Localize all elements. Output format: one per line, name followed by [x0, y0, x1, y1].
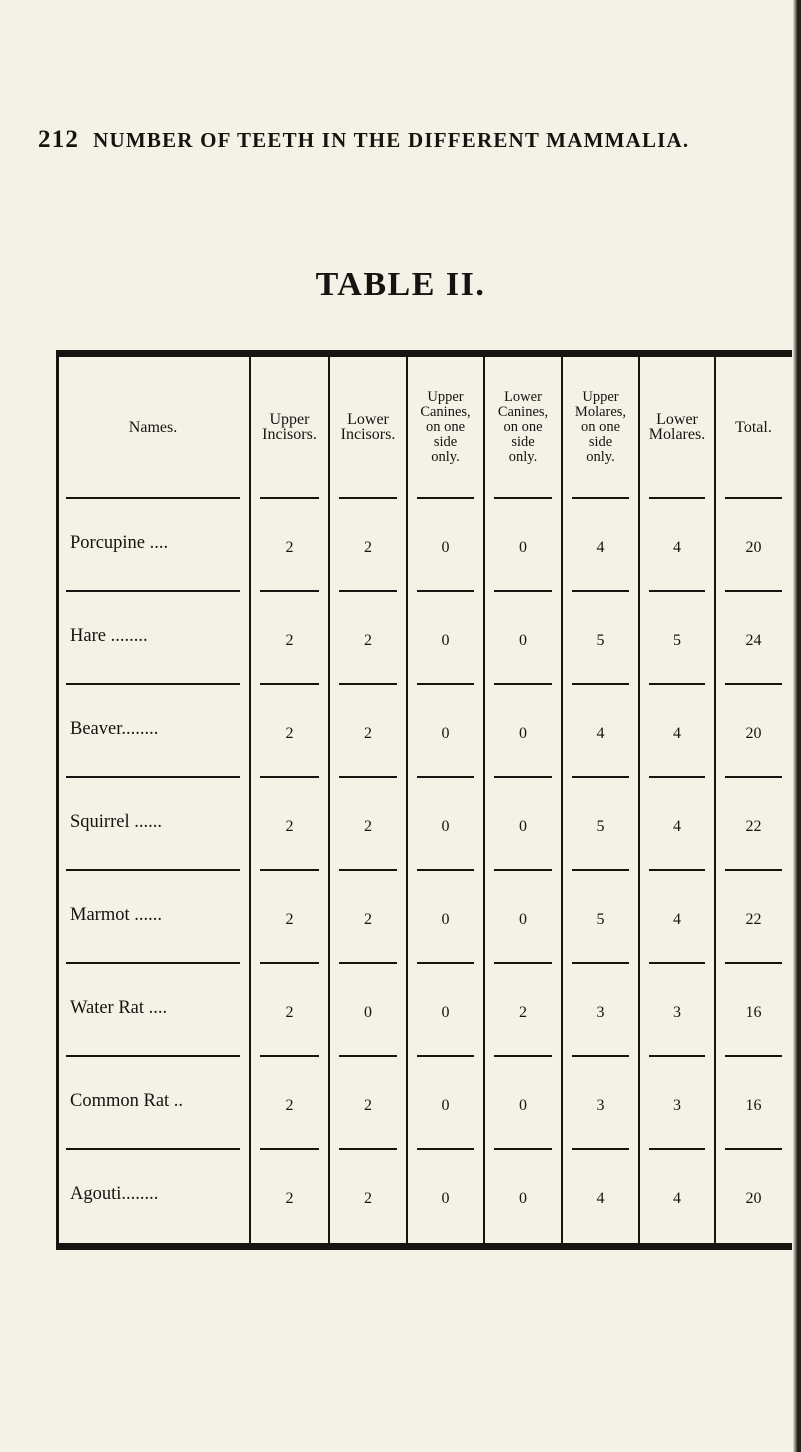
- row-rule-segment: [725, 962, 782, 964]
- column-header-text: [129, 420, 177, 435]
- row-rule-segment: [649, 590, 705, 592]
- tooth-count: 20: [745, 538, 762, 556]
- tooth-count: 4: [673, 538, 681, 556]
- row-rule-segment: [649, 962, 705, 964]
- column-header-line: Lower: [504, 388, 542, 405]
- tooth-count: 22: [745, 817, 762, 835]
- tooth-count: 2: [285, 1189, 294, 1207]
- tooth-count: 0: [519, 1189, 527, 1207]
- animal-name: Water Rat ....: [70, 998, 168, 1018]
- row-rule-segment: [339, 869, 397, 871]
- row-rule-segment: [649, 1055, 705, 1057]
- tooth-count: 2: [364, 538, 372, 556]
- row-rule-segment: [417, 1055, 474, 1057]
- tooth-count: 0: [441, 817, 450, 835]
- tooth-count: 2: [519, 1003, 527, 1021]
- tooth-count: 2: [285, 910, 294, 928]
- row-rule-segment: [260, 1148, 319, 1150]
- animal-name: Beaver........: [70, 719, 159, 739]
- tooth-count: 0: [364, 1003, 372, 1021]
- row-rule-segment: [494, 590, 552, 592]
- row-rule-segment: [572, 1148, 629, 1150]
- tooth-count: 4: [596, 538, 605, 556]
- row-rule-segment: [725, 869, 782, 871]
- row-rule-segment: [494, 1148, 552, 1150]
- animal-name: Marmot ......: [70, 905, 162, 925]
- row-rule-segment: [260, 962, 319, 964]
- row-rule-segment: [494, 497, 552, 499]
- column-header-line: on one: [503, 418, 543, 435]
- column-header-line: Names.: [128, 418, 178, 436]
- column-header: [407, 357, 484, 497]
- animal-name: Squirrel ......: [70, 812, 162, 832]
- column-header-line: only.: [586, 448, 615, 465]
- tooth-count: 2: [364, 910, 372, 928]
- tooth-count: 2: [285, 538, 294, 556]
- column-header-line: Incisors.: [262, 426, 317, 443]
- row-rule-segment: [339, 683, 397, 685]
- tooth-count: 3: [673, 1096, 681, 1114]
- tooth-count: 0: [441, 538, 450, 556]
- tooth-count: 0: [441, 724, 450, 742]
- row-rule-segment: [339, 962, 397, 964]
- row-rule-segment: [649, 1148, 705, 1150]
- row-rule-segment: [417, 776, 474, 778]
- tooth-count: 0: [519, 631, 527, 649]
- tooth-count: 4: [673, 817, 681, 835]
- row-rule-segment: [649, 776, 705, 778]
- column-header: [56, 357, 250, 497]
- row-rule-segment: [725, 1148, 782, 1150]
- row-rule: [56, 869, 792, 871]
- row-rule-segment: [572, 590, 629, 592]
- column-header-line: Upper: [582, 388, 619, 405]
- row-rule-segment: [494, 869, 552, 871]
- tooth-count: 0: [519, 817, 527, 835]
- row-rule-segment: [494, 962, 552, 964]
- tooth-count: 0: [441, 1096, 450, 1114]
- tooth-count: 4: [673, 724, 681, 742]
- tooth-count: 5: [673, 631, 681, 649]
- animal-name: Common Rat ..: [70, 1091, 184, 1111]
- row-rule-segment: [417, 683, 474, 685]
- tooth-count: 2: [364, 1096, 372, 1114]
- tooth-count: 2: [364, 1189, 372, 1207]
- column-header-line: Canines,: [497, 403, 549, 420]
- column-header-line: Molares.: [648, 426, 706, 443]
- tooth-count: 20: [745, 724, 762, 742]
- column-header-line: Total.: [735, 418, 772, 436]
- column-header-text: [735, 420, 772, 435]
- column-header-line: side: [588, 433, 613, 450]
- column-header-line: only.: [508, 448, 538, 465]
- animal-name: Porcupine ....: [70, 533, 169, 553]
- table-top-rule: [56, 350, 792, 357]
- tooth-count: 3: [673, 1003, 681, 1021]
- running-head: [38, 126, 689, 154]
- tooth-count: 3: [596, 1096, 605, 1114]
- tooth-count: 4: [673, 1189, 681, 1207]
- column-header-text: [341, 412, 396, 442]
- column-header-text: [649, 412, 705, 442]
- column-header-line: Molares,: [574, 403, 627, 420]
- tooth-count: 4: [673, 910, 681, 928]
- tooth-count: 24: [745, 631, 762, 649]
- row-rule-segment: [494, 1055, 552, 1057]
- row-rule-segment: [339, 1148, 397, 1150]
- row-rule-segment: [339, 1055, 397, 1057]
- column-header: [329, 357, 407, 497]
- row-rule: [56, 590, 792, 592]
- row-rule-segment: [417, 869, 474, 871]
- row-rule-segment: [494, 683, 552, 685]
- column-header-text: [262, 412, 317, 442]
- column-header-line: on one: [425, 418, 466, 435]
- column-header-line: side: [511, 433, 535, 450]
- row-rule-segment: [572, 683, 629, 685]
- tooth-count: 2: [285, 817, 294, 835]
- column-header-text: [575, 390, 626, 465]
- running-title: NUMBER OF TEETH IN THE DIFFERENT MAMMALIA.: [93, 128, 690, 152]
- teeth-table: [56, 350, 792, 1250]
- row-rule-segment: [260, 776, 319, 778]
- column-header-line: on one: [580, 418, 621, 435]
- tooth-count: 16: [745, 1096, 762, 1114]
- row-rule-segment: [725, 1055, 782, 1057]
- tooth-count: 2: [285, 724, 294, 742]
- row-rule: [56, 683, 792, 685]
- column-header-line: Canines,: [420, 403, 471, 420]
- column-header: [715, 357, 792, 497]
- tooth-count: 16: [745, 1003, 762, 1021]
- row-rule: [56, 776, 792, 778]
- column-header-line: Lower: [656, 411, 698, 428]
- row-rule-segment: [260, 590, 319, 592]
- row-rule-segment: [417, 962, 474, 964]
- column-header: [639, 357, 715, 497]
- row-rule-segment: [494, 776, 552, 778]
- row-rule-segment: [417, 1148, 474, 1150]
- row-rule-segment: [572, 776, 629, 778]
- tooth-count: 2: [364, 817, 372, 835]
- row-rule-segment: [649, 869, 705, 871]
- tooth-count: 0: [441, 631, 450, 649]
- row-rule-segment: [260, 683, 319, 685]
- page-number: 212: [38, 126, 80, 153]
- tooth-count: 2: [285, 631, 294, 649]
- row-rule: [56, 1148, 792, 1150]
- table-title: TABLE II.: [315, 266, 486, 303]
- row-rule-segment: [339, 497, 397, 499]
- column-header-text: [420, 390, 470, 465]
- column-header-line: side: [433, 433, 458, 450]
- row-rule-segment: [417, 590, 474, 592]
- column-header-line: Upper: [427, 388, 464, 405]
- tooth-count: 0: [519, 538, 527, 556]
- tooth-count: 5: [596, 631, 605, 649]
- tooth-count: 0: [441, 1003, 450, 1021]
- column-header-line: only.: [431, 448, 460, 465]
- row-rule-segment: [417, 497, 474, 499]
- row-rule-segment: [725, 590, 782, 592]
- tooth-count: 0: [519, 1096, 527, 1114]
- tooth-count: 22: [745, 910, 762, 928]
- row-rule-segment: [572, 1055, 629, 1057]
- tooth-count: 0: [441, 910, 450, 928]
- column-header-line: Incisors.: [340, 426, 396, 443]
- row-rule-segment: [572, 497, 629, 499]
- tooth-count: 4: [596, 724, 605, 742]
- row-rule-segment: [572, 869, 629, 871]
- tooth-count: 0: [441, 1189, 450, 1207]
- tooth-count: 2: [285, 1003, 294, 1021]
- tooth-count: 2: [364, 724, 372, 742]
- row-rule-segment: [649, 497, 705, 499]
- row-rule-segment: [725, 497, 782, 499]
- tooth-count: 3: [596, 1003, 605, 1021]
- tooth-count: 5: [596, 910, 605, 928]
- row-rule-segment: [725, 776, 782, 778]
- tooth-count: 2: [364, 631, 372, 649]
- tooth-count: 0: [519, 910, 527, 928]
- row-rule-segment: [339, 590, 397, 592]
- tooth-count: 5: [596, 817, 605, 835]
- tooth-count: 0: [519, 724, 527, 742]
- column-header: [562, 357, 639, 497]
- column-header-line: Lower: [347, 411, 389, 428]
- tooth-count: 2: [285, 1096, 294, 1114]
- row-rule-segment: [339, 776, 397, 778]
- row-rule-segment: [260, 1055, 319, 1057]
- row-rule-segment: [725, 683, 782, 685]
- animal-name: Agouti........: [70, 1184, 159, 1204]
- tooth-count: 20: [745, 1189, 762, 1207]
- column-header-line: Upper: [269, 411, 310, 428]
- tooth-count: 4: [596, 1189, 605, 1207]
- row-rule-segment: [649, 683, 705, 685]
- row-rule-segment: [572, 962, 629, 964]
- row-rule-segment: [260, 497, 319, 499]
- row-rule-segment: [260, 869, 319, 871]
- column-header-text: [498, 390, 548, 465]
- page-edge-shadow: [793, 0, 801, 1452]
- column-header: [484, 357, 562, 497]
- column-header: [250, 357, 329, 497]
- animal-name: Hare ........: [70, 626, 148, 646]
